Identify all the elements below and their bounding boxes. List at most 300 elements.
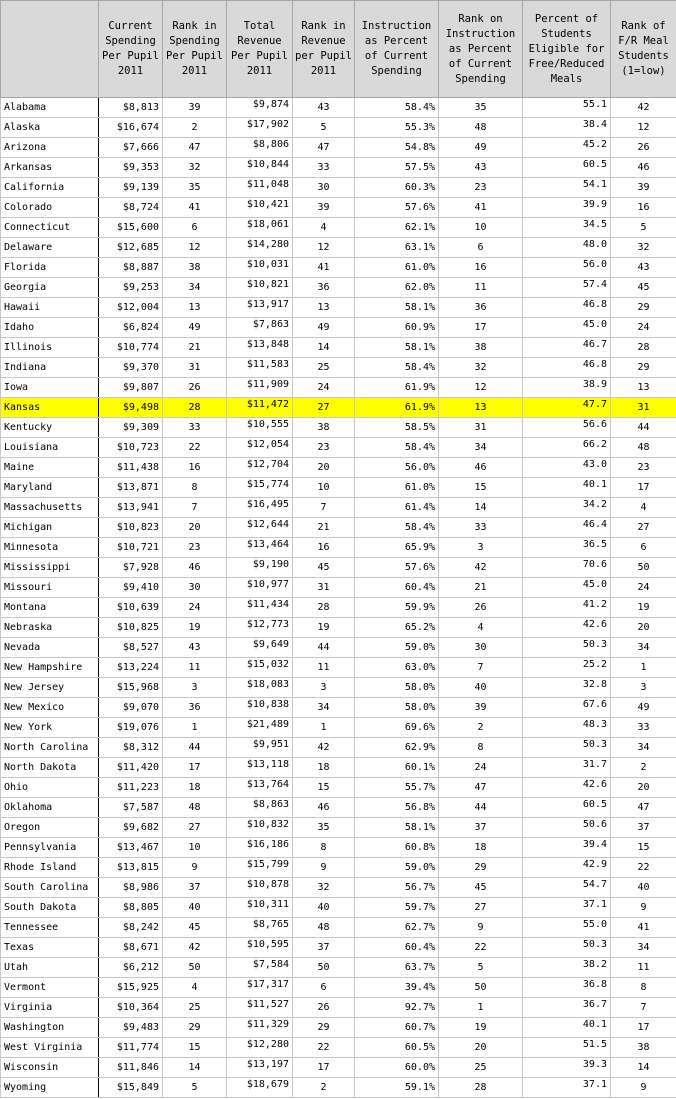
total-revenue: $12,644 — [227, 518, 293, 538]
state-name: Washington — [1, 1018, 99, 1038]
table-row — [1, 558, 676, 578]
state-name: Kentucky — [1, 418, 99, 438]
free-reduced-percent: 39.3 — [523, 1058, 611, 1078]
instruction-percent: 39.4% — [355, 978, 439, 998]
instruction-rank: 39 — [439, 698, 523, 718]
free-reduced-percent: 50.3 — [523, 938, 611, 958]
revenue-rank: 4 — [293, 218, 355, 238]
total-revenue: $11,048 — [227, 178, 293, 198]
current-spending: $15,849 — [99, 1078, 163, 1098]
state-name: Pennsylvania — [1, 838, 99, 858]
instruction-rank: 18 — [439, 838, 523, 858]
meal-rank: 23 — [611, 458, 676, 478]
current-spending: $13,871 — [99, 478, 163, 498]
spending-rank: 30 — [163, 578, 227, 598]
meal-rank: 22 — [611, 858, 676, 878]
state-name: Tennessee — [1, 918, 99, 938]
spending-rank: 19 — [163, 618, 227, 638]
spending-rank: 23 — [163, 538, 227, 558]
free-reduced-percent: 42.6 — [523, 778, 611, 798]
table-row — [1, 138, 676, 158]
revenue-rank: 45 — [293, 558, 355, 578]
free-reduced-percent: 46.8 — [523, 358, 611, 378]
current-spending: $9,353 — [99, 158, 163, 178]
instruction-rank: 41 — [439, 198, 523, 218]
meal-rank: 24 — [611, 318, 676, 338]
spending-rank: 50 — [163, 958, 227, 978]
free-reduced-percent: 55.1 — [523, 98, 611, 118]
table-row — [1, 618, 676, 638]
state-name: Georgia — [1, 278, 99, 298]
current-spending: $10,364 — [99, 998, 163, 1018]
instruction-percent: 59.0% — [355, 638, 439, 658]
revenue-rank: 21 — [293, 518, 355, 538]
meal-rank: 26 — [611, 138, 676, 158]
instruction-rank: 27 — [439, 898, 523, 918]
spending-rank: 47 — [163, 138, 227, 158]
total-revenue: $10,311 — [227, 898, 293, 918]
instruction-percent: 55.7% — [355, 778, 439, 798]
meal-rank: 24 — [611, 578, 676, 598]
current-spending: $9,253 — [99, 278, 163, 298]
free-reduced-percent: 39.9 — [523, 198, 611, 218]
current-spending: $13,467 — [99, 838, 163, 858]
current-spending: $15,968 — [99, 678, 163, 698]
instruction-percent: 54.8% — [355, 138, 439, 158]
revenue-rank: 20 — [293, 458, 355, 478]
total-revenue: $11,329 — [227, 1018, 293, 1038]
free-reduced-percent: 46.8 — [523, 298, 611, 318]
total-revenue: $9,874 — [227, 98, 293, 118]
current-spending: $9,682 — [99, 818, 163, 838]
revenue-rank: 49 — [293, 318, 355, 338]
instruction-percent: 59.9% — [355, 598, 439, 618]
revenue-rank: 13 — [293, 298, 355, 318]
instruction-rank: 7 — [439, 658, 523, 678]
total-revenue: $16,495 — [227, 498, 293, 518]
total-revenue: $10,838 — [227, 698, 293, 718]
free-reduced-percent: 46.7 — [523, 338, 611, 358]
spending-rank: 15 — [163, 1038, 227, 1058]
free-reduced-percent: 42.6 — [523, 618, 611, 638]
meal-rank: 16 — [611, 198, 676, 218]
state-name: Vermont — [1, 978, 99, 998]
state-column-header — [1, 1, 99, 98]
current-spending: $11,774 — [99, 1038, 163, 1058]
meal-rank: 13 — [611, 378, 676, 398]
spending-rank: 48 — [163, 798, 227, 818]
table-row — [1, 978, 676, 998]
free-reduced-percent: 36.5 — [523, 538, 611, 558]
total-revenue: $15,799 — [227, 858, 293, 878]
instruction-rank: 47 — [439, 778, 523, 798]
total-revenue: $10,555 — [227, 418, 293, 438]
instruction-percent: 63.1% — [355, 238, 439, 258]
current-spending: $11,438 — [99, 458, 163, 478]
instruction-rank: 30 — [439, 638, 523, 658]
state-name: Texas — [1, 938, 99, 958]
total-revenue: $13,848 — [227, 338, 293, 358]
instruction-rank: 29 — [439, 858, 523, 878]
meal-rank: 49 — [611, 698, 676, 718]
table-row — [1, 1018, 676, 1038]
instruction-percent: 60.0% — [355, 1058, 439, 1078]
meal-rank: 14 — [611, 1058, 676, 1078]
table-row — [1, 738, 676, 758]
free-reduced-percent: 43.0 — [523, 458, 611, 478]
revenue-rank: 10 — [293, 478, 355, 498]
revenue-rank: 25 — [293, 358, 355, 378]
table-row — [1, 518, 676, 538]
state-name: Colorado — [1, 198, 99, 218]
revenue-rank: 39 — [293, 198, 355, 218]
instruction-rank: 1 — [439, 998, 523, 1018]
state-name: Nebraska — [1, 618, 99, 638]
state-name: Mississippi — [1, 558, 99, 578]
total-revenue-header: Total Revenue Per Pupil 2011 — [227, 1, 293, 98]
total-revenue: $14,280 — [227, 238, 293, 258]
instruction-rank: 14 — [439, 498, 523, 518]
table-row — [1, 938, 676, 958]
table-row — [1, 898, 676, 918]
state-name: Oklahoma — [1, 798, 99, 818]
revenue-rank: 16 — [293, 538, 355, 558]
instruction-percent: 69.6% — [355, 718, 439, 738]
current-spending: $8,887 — [99, 258, 163, 278]
current-spending: $9,498 — [99, 398, 163, 418]
meal-rank: 17 — [611, 1018, 676, 1038]
instruction-rank: 43 — [439, 158, 523, 178]
revenue-rank: 36 — [293, 278, 355, 298]
table-body — [1, 98, 676, 1098]
table-row — [1, 478, 676, 498]
instruction-rank: 36 — [439, 298, 523, 318]
spending-rank: 10 — [163, 838, 227, 858]
total-revenue: $12,280 — [227, 1038, 293, 1058]
spending-rank: 27 — [163, 818, 227, 838]
revenue-rank: 43 — [293, 98, 355, 118]
free-reduced-percent: 45.0 — [523, 578, 611, 598]
current-spending: $7,928 — [99, 558, 163, 578]
total-revenue: $9,190 — [227, 558, 293, 578]
spending-rank: 42 — [163, 938, 227, 958]
revenue-rank: 41 — [293, 258, 355, 278]
instruction-percent: 58.4% — [355, 518, 439, 538]
meal-rank: 20 — [611, 618, 676, 638]
spending-rank: 44 — [163, 738, 227, 758]
table-row — [1, 238, 676, 258]
current-spending: $10,639 — [99, 598, 163, 618]
instruction-rank: 13 — [439, 398, 523, 418]
state-name: South Carolina — [1, 878, 99, 898]
revenue-rank: 47 — [293, 138, 355, 158]
meal-rank: 19 — [611, 598, 676, 618]
spending-rank: 18 — [163, 778, 227, 798]
spending-rank: 1 — [163, 718, 227, 738]
instruction-percent: 59.7% — [355, 898, 439, 918]
state-name: Iowa — [1, 378, 99, 398]
current-spending: $8,805 — [99, 898, 163, 918]
revenue-rank: 33 — [293, 158, 355, 178]
current-spending: $6,824 — [99, 318, 163, 338]
spending-rank: 11 — [163, 658, 227, 678]
total-revenue: $11,583 — [227, 358, 293, 378]
meal-rank: 11 — [611, 958, 676, 978]
revenue-rank: 38 — [293, 418, 355, 438]
state-name: New York — [1, 718, 99, 738]
state-name: New Mexico — [1, 698, 99, 718]
total-revenue: $15,774 — [227, 478, 293, 498]
table-row — [1, 878, 676, 898]
instruction-percent: 62.1% — [355, 218, 439, 238]
table-row — [1, 678, 676, 698]
current-spending: $10,774 — [99, 338, 163, 358]
current-spending: $13,815 — [99, 858, 163, 878]
instruction-percent: 58.0% — [355, 698, 439, 718]
total-revenue: $18,679 — [227, 1078, 293, 1098]
state-name: Arkansas — [1, 158, 99, 178]
meal-rank: 38 — [611, 1038, 676, 1058]
meal-rank: 29 — [611, 298, 676, 318]
current-spending: $16,674 — [99, 118, 163, 138]
spending-rank: 22 — [163, 438, 227, 458]
instruction-rank: 32 — [439, 358, 523, 378]
total-revenue: $13,464 — [227, 538, 293, 558]
table-row — [1, 818, 676, 838]
total-revenue: $9,649 — [227, 638, 293, 658]
total-revenue: $10,977 — [227, 578, 293, 598]
spending-rank: 46 — [163, 558, 227, 578]
total-revenue: $8,863 — [227, 798, 293, 818]
state-name: Alabama — [1, 98, 99, 118]
total-revenue: $10,832 — [227, 818, 293, 838]
table-row — [1, 418, 676, 438]
instruction-rank: 24 — [439, 758, 523, 778]
state-name: Delaware — [1, 238, 99, 258]
revenue-rank: 29 — [293, 1018, 355, 1038]
total-revenue: $13,197 — [227, 1058, 293, 1078]
state-name: Maryland — [1, 478, 99, 498]
instruction-percent: 62.9% — [355, 738, 439, 758]
state-name: Kansas — [1, 398, 99, 418]
instruction-percent: 60.1% — [355, 758, 439, 778]
instruction-percent: 58.1% — [355, 818, 439, 838]
total-revenue: $9,951 — [227, 738, 293, 758]
state-name: Oregon — [1, 818, 99, 838]
free-reduced-percent: 32.8 — [523, 678, 611, 698]
instruction-percent: 56.0% — [355, 458, 439, 478]
total-revenue: $12,773 — [227, 618, 293, 638]
state-name: California — [1, 178, 99, 198]
meal-rank: 1 — [611, 658, 676, 678]
table-row — [1, 378, 676, 398]
instruction-rank: 4 — [439, 618, 523, 638]
revenue-rank: 42 — [293, 738, 355, 758]
spending-rank: 32 — [163, 158, 227, 178]
revenue-rank: 40 — [293, 898, 355, 918]
free-reduced-percent: 54.7 — [523, 878, 611, 898]
table-row — [1, 778, 676, 798]
spending-rank: 28 — [163, 398, 227, 418]
instruction-rank: 38 — [439, 338, 523, 358]
state-name: North Carolina — [1, 738, 99, 758]
state-name: Maine — [1, 458, 99, 478]
meal-rank: 7 — [611, 998, 676, 1018]
state-name: Minnesota — [1, 538, 99, 558]
spending-rank: 31 — [163, 358, 227, 378]
state-name: Missouri — [1, 578, 99, 598]
current-spending: $12,004 — [99, 298, 163, 318]
revenue-rank-header: Rank in Revenue per Pupil 2011 — [293, 1, 355, 98]
instruction-rank: 31 — [439, 418, 523, 438]
free-reduced-percent: 36.8 — [523, 978, 611, 998]
state-name: Ohio — [1, 778, 99, 798]
instruction-percent: 63.7% — [355, 958, 439, 978]
state-name: Indiana — [1, 358, 99, 378]
current-spending: $9,309 — [99, 418, 163, 438]
instruction-percent: 61.0% — [355, 478, 439, 498]
meal-rank: 4 — [611, 498, 676, 518]
revenue-rank: 2 — [293, 1078, 355, 1098]
free-reduced-percent: 50.6 — [523, 818, 611, 838]
meal-rank: 15 — [611, 838, 676, 858]
instruction-percent: 61.9% — [355, 398, 439, 418]
instruction-percent: 58.0% — [355, 678, 439, 698]
instruction-rank: 20 — [439, 1038, 523, 1058]
spending-rank: 39 — [163, 98, 227, 118]
revenue-rank: 37 — [293, 938, 355, 958]
instruction-rank-header: Rank on Instruction as Percent of Current Spending — [439, 1, 523, 98]
state-name: New Jersey — [1, 678, 99, 698]
instruction-percent: 59.0% — [355, 858, 439, 878]
revenue-rank: 17 — [293, 1058, 355, 1078]
total-revenue: $13,118 — [227, 758, 293, 778]
free-reduced-percent: 48.0 — [523, 238, 611, 258]
total-revenue: $10,821 — [227, 278, 293, 298]
revenue-rank: 3 — [293, 678, 355, 698]
instruction-percent: 60.7% — [355, 1018, 439, 1038]
state-name: Nevada — [1, 638, 99, 658]
current-spending: $8,724 — [99, 198, 163, 218]
total-revenue: $17,317 — [227, 978, 293, 998]
spending-rank: 49 — [163, 318, 227, 338]
instruction-percent: 61.0% — [355, 258, 439, 278]
instruction-rank: 37 — [439, 818, 523, 838]
spending-rank: 9 — [163, 858, 227, 878]
spending-rank: 37 — [163, 878, 227, 898]
instruction-percent: 57.6% — [355, 198, 439, 218]
table-row — [1, 838, 676, 858]
total-revenue: $15,032 — [227, 658, 293, 678]
instruction-rank: 34 — [439, 438, 523, 458]
meal-rank: 43 — [611, 258, 676, 278]
state-name: Wisconsin — [1, 1058, 99, 1078]
meal-rank: 33 — [611, 718, 676, 738]
current-spending: $8,242 — [99, 918, 163, 938]
table-row — [1, 1058, 676, 1078]
meal-rank: 45 — [611, 278, 676, 298]
state-name: Virginia — [1, 998, 99, 1018]
instruction-percent: 63.0% — [355, 658, 439, 678]
total-revenue: $12,054 — [227, 438, 293, 458]
meal-rank: 27 — [611, 518, 676, 538]
spending-rank: 20 — [163, 518, 227, 538]
table-row — [1, 98, 676, 118]
meal-rank: 28 — [611, 338, 676, 358]
instruction-rank: 33 — [439, 518, 523, 538]
instruction-rank: 50 — [439, 978, 523, 998]
revenue-rank: 14 — [293, 338, 355, 358]
free-reduced-percent: 50.3 — [523, 638, 611, 658]
instruction-percent: 62.0% — [355, 278, 439, 298]
spending-rank: 33 — [163, 418, 227, 438]
instruction-rank: 19 — [439, 1018, 523, 1038]
revenue-rank: 23 — [293, 438, 355, 458]
meal-rank: 6 — [611, 538, 676, 558]
revenue-rank: 18 — [293, 758, 355, 778]
revenue-rank: 1 — [293, 718, 355, 738]
revenue-rank: 27 — [293, 398, 355, 418]
current-spending: $8,527 — [99, 638, 163, 658]
state-name: North Dakota — [1, 758, 99, 778]
spending-rank: 3 — [163, 678, 227, 698]
instruction-rank: 2 — [439, 718, 523, 738]
state-name: Florida — [1, 258, 99, 278]
table-row — [1, 118, 676, 138]
revenue-rank: 22 — [293, 1038, 355, 1058]
revenue-rank: 46 — [293, 798, 355, 818]
instruction-percent: 92.7% — [355, 998, 439, 1018]
instruction-percent: 60.5% — [355, 1038, 439, 1058]
revenue-rank: 48 — [293, 918, 355, 938]
meal-rank: 31 — [611, 398, 676, 418]
current-spending: $10,723 — [99, 438, 163, 458]
current-spending: $10,825 — [99, 618, 163, 638]
table-row — [1, 398, 676, 418]
current-spending-header: Current Spending Per Pupil 2011 — [99, 1, 163, 98]
free-reduced-percent: 38.4 — [523, 118, 611, 138]
meal-rank: 46 — [611, 158, 676, 178]
total-revenue: $10,595 — [227, 938, 293, 958]
spending-rank: 14 — [163, 1058, 227, 1078]
instruction-percent: 65.9% — [355, 538, 439, 558]
instruction-percent: 57.5% — [355, 158, 439, 178]
instruction-percent: 60.3% — [355, 178, 439, 198]
current-spending: $12,685 — [99, 238, 163, 258]
free-reduced-percent: 47.7 — [523, 398, 611, 418]
table-row — [1, 718, 676, 738]
free-reduced-percent: 34.5 — [523, 218, 611, 238]
total-revenue: $7,584 — [227, 958, 293, 978]
instruction-percent: 58.4% — [355, 98, 439, 118]
instruction-rank: 44 — [439, 798, 523, 818]
state-name: Utah — [1, 958, 99, 978]
instruction-rank: 48 — [439, 118, 523, 138]
spending-rank: 5 — [163, 1078, 227, 1098]
instruction-percent: 61.4% — [355, 498, 439, 518]
instruction-rank: 11 — [439, 278, 523, 298]
spending-rank: 36 — [163, 698, 227, 718]
state-name: Massachusetts — [1, 498, 99, 518]
revenue-rank: 12 — [293, 238, 355, 258]
revenue-rank: 35 — [293, 818, 355, 838]
current-spending: $9,807 — [99, 378, 163, 398]
revenue-rank: 44 — [293, 638, 355, 658]
spending-rank: 24 — [163, 598, 227, 618]
instruction-rank: 17 — [439, 318, 523, 338]
table-row — [1, 158, 676, 178]
revenue-rank: 6 — [293, 978, 355, 998]
